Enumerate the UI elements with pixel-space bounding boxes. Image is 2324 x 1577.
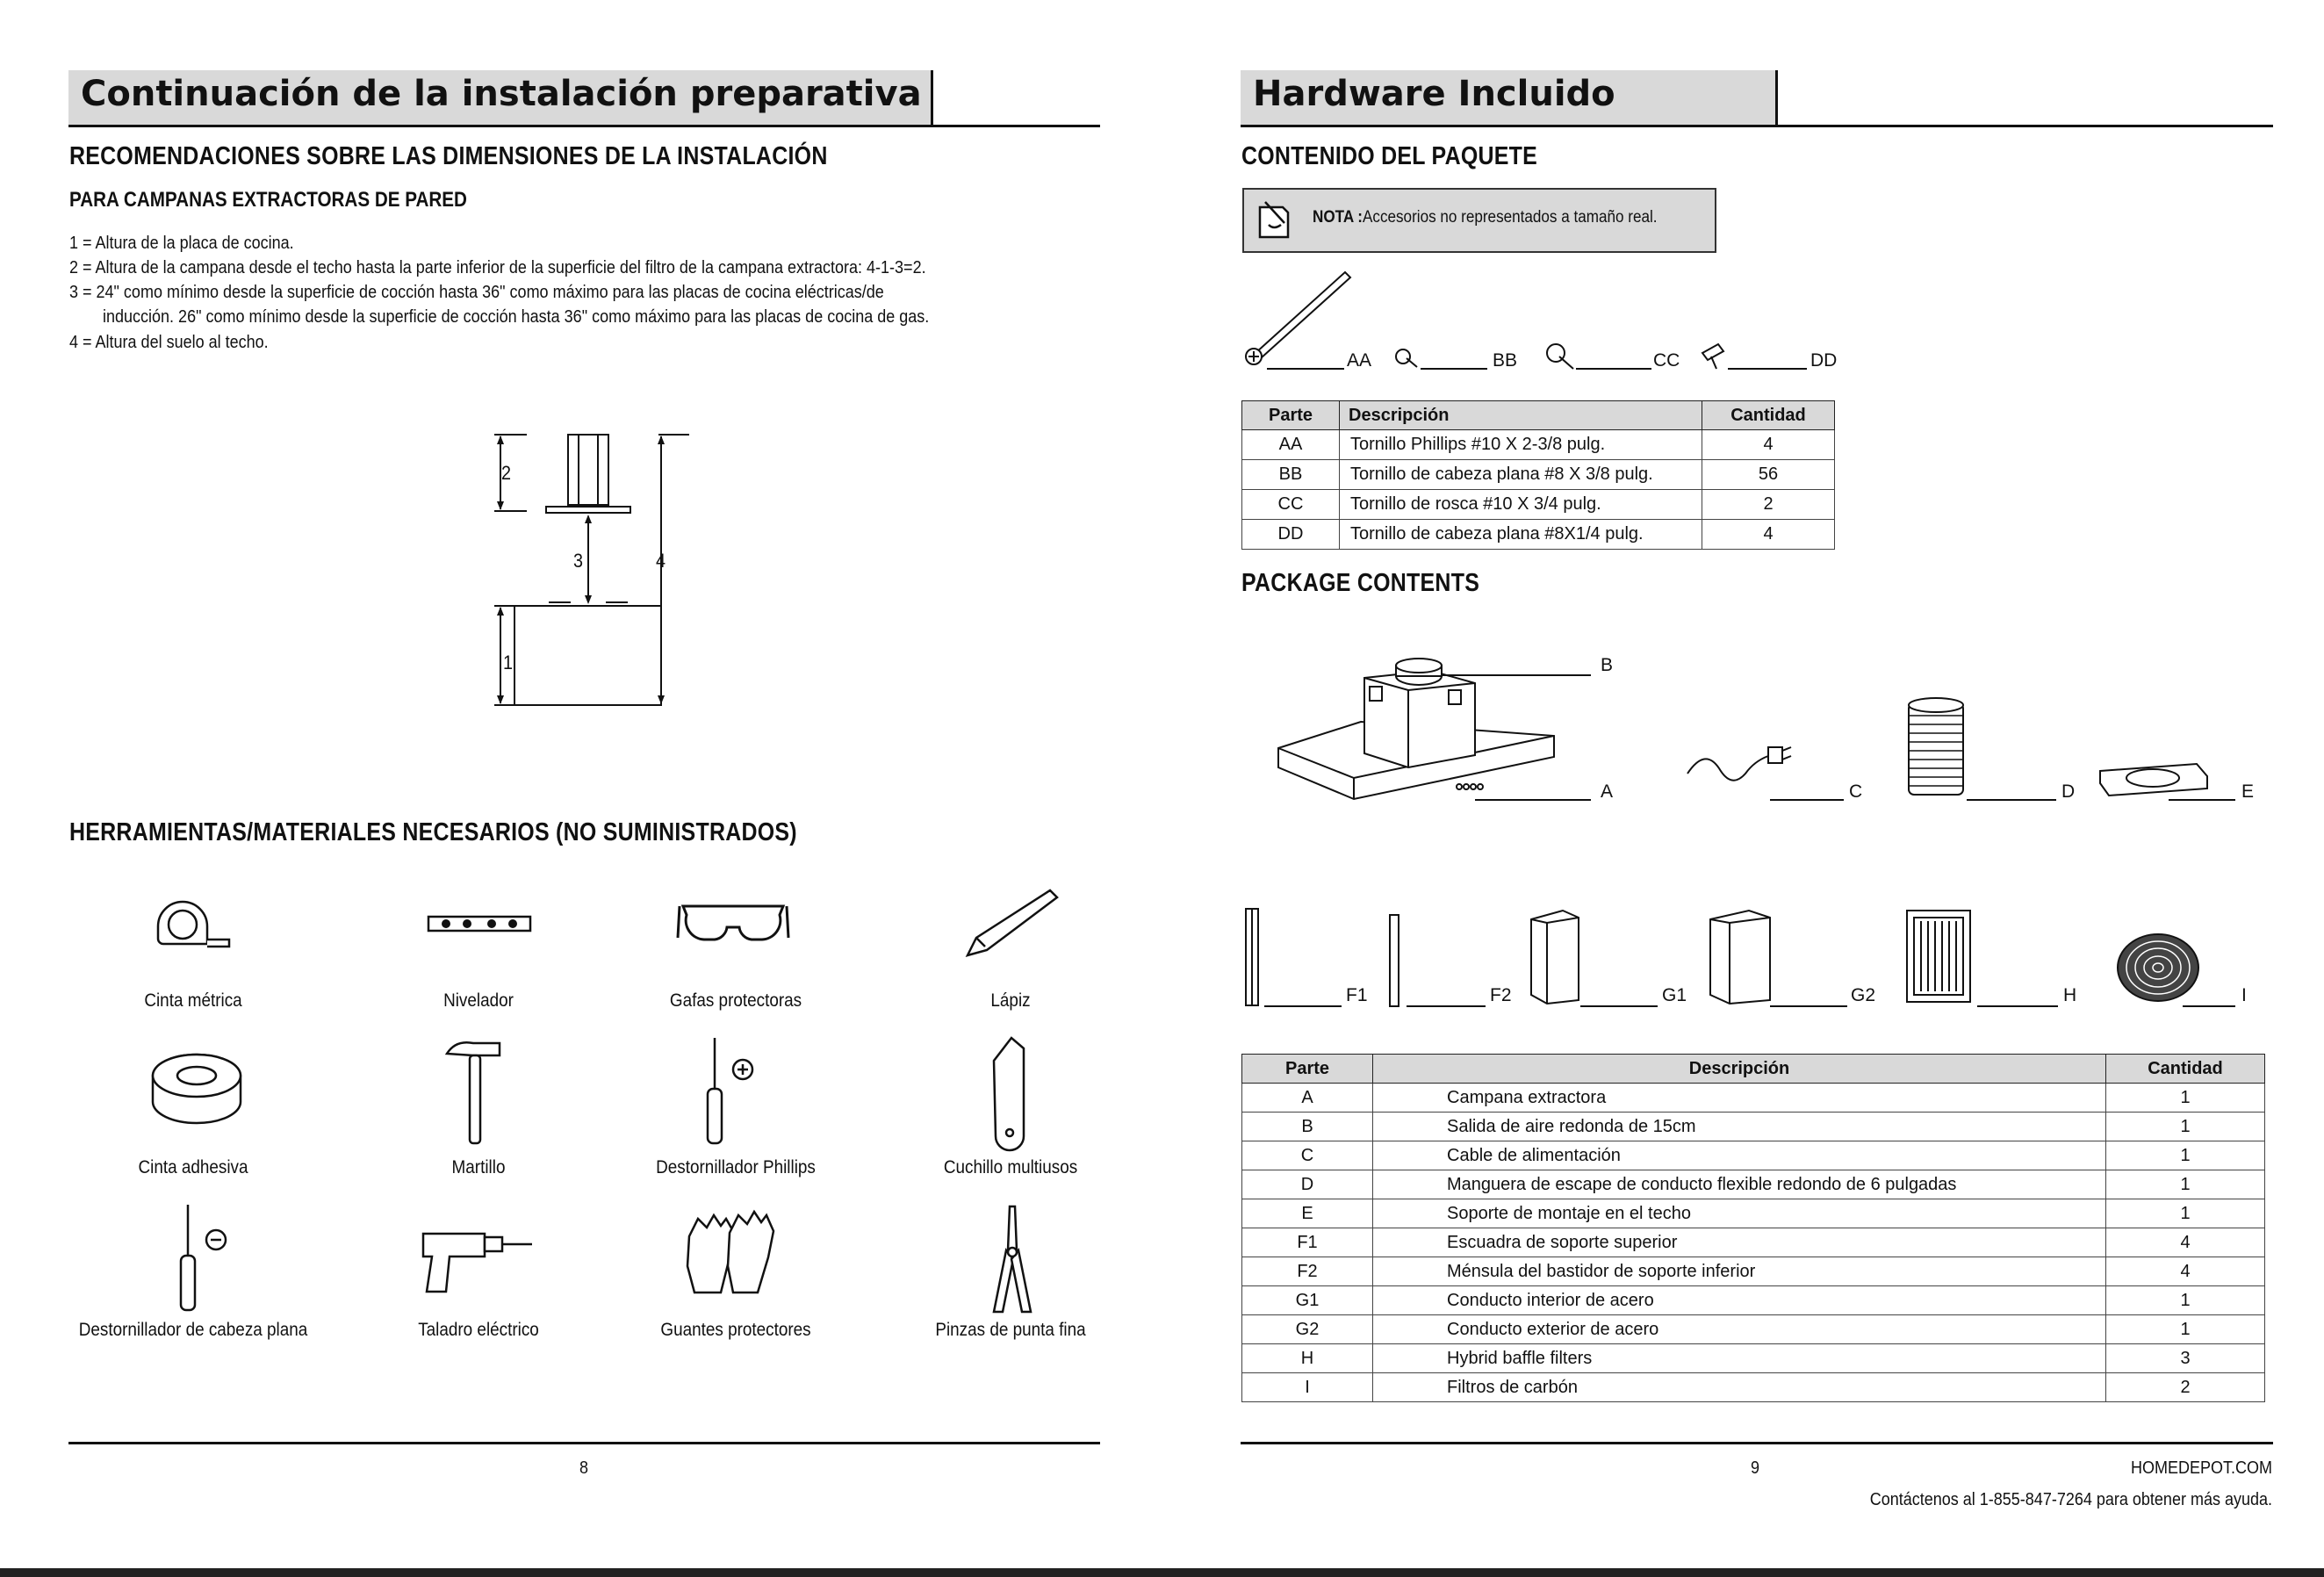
cell-part: AA xyxy=(1242,430,1340,460)
table-row xyxy=(1242,1286,2265,1315)
left-title-bar xyxy=(68,70,931,125)
tape-measure-icon xyxy=(149,891,237,953)
outer-duct-icon xyxy=(1707,907,1774,1005)
upper-bracket-icon xyxy=(1242,907,1263,1007)
screw-bb-icon xyxy=(1394,348,1421,371)
page-title: Continuación de la instalación preparativa xyxy=(81,74,922,114)
power-cord-icon xyxy=(1684,742,1798,803)
cell-part: H xyxy=(1242,1344,1373,1373)
cell-quantity: 1 xyxy=(2106,1199,2265,1228)
diagram-label-3: 3 xyxy=(573,550,584,572)
note-text xyxy=(1313,208,1658,227)
part-label-c: C xyxy=(1849,781,1863,802)
table-row xyxy=(1242,1228,2265,1257)
tool-label-adhesive-tape: Cinta adhesiva xyxy=(138,1157,248,1177)
right-footer-rule xyxy=(1241,1442,2273,1444)
part-leader-e xyxy=(2169,799,2235,801)
cell-quantity: 2 xyxy=(1702,490,1835,520)
page-title-right: Hardware Incluido xyxy=(1253,74,1615,114)
cell-part: CC xyxy=(1242,490,1340,520)
right-title-bar xyxy=(1241,70,1775,125)
hardware-label-bb: BB xyxy=(1493,350,1518,371)
cell-quantity: 1 xyxy=(2106,1141,2265,1170)
tool-label-level: Nivelador xyxy=(443,990,514,1011)
screw-dd-icon xyxy=(1699,341,1730,371)
hardware-leader-aa xyxy=(1267,368,1344,370)
cell-quantity: 2 xyxy=(2106,1373,2265,1402)
cell-description: Tornillo de cabeza plana #8 X 3/8 pulg. xyxy=(1340,460,1702,490)
cell-description: Conducto exterior de acero xyxy=(1373,1315,2106,1344)
cell-part: C xyxy=(1242,1141,1373,1170)
power-drill-icon xyxy=(420,1225,534,1295)
tool-label-safety-glasses: Gafas protectoras xyxy=(669,990,802,1011)
phillips-screwdriver-icon xyxy=(694,1036,764,1150)
cell-part: I xyxy=(1242,1373,1373,1402)
cell-part: B xyxy=(1242,1113,1373,1141)
needle-nose-pliers-icon xyxy=(983,1205,1045,1319)
tool-label-phillips-screwdriver: Destornillador Phillips xyxy=(656,1157,816,1177)
instruction-line-2: 2 = Altura de la campana desde el techo hasta la parte inferior de la superficie del filtro de la campana extractora: 4-1-3=2. xyxy=(69,258,926,277)
column-header-description: Descripción xyxy=(1373,1055,2106,1084)
table-row xyxy=(1242,430,1835,460)
hardware-label-dd: DD xyxy=(1810,350,1838,371)
column-header-part: Parte xyxy=(1242,1055,1373,1084)
part-label-b: B xyxy=(1601,655,1614,675)
cell-part: BB xyxy=(1242,460,1340,490)
cell-quantity: 56 xyxy=(1702,460,1835,490)
instruction-line-4: 4 = Altura del suelo al techo. xyxy=(69,333,269,352)
diagram-label-1: 1 xyxy=(503,652,514,673)
cell-description: Tornillo Phillips #10 X 2-3/8 pulg. xyxy=(1340,430,1702,460)
part-label-a: A xyxy=(1601,781,1614,802)
part-label-i: I xyxy=(2241,985,2247,1005)
part-leader-g1 xyxy=(1580,1005,1658,1007)
part-leader-b xyxy=(1442,674,1591,676)
bottom-edge-bar xyxy=(0,1568,2324,1577)
tool-label-work-gloves: Guantes protectores xyxy=(660,1320,811,1340)
contact-text: Contáctenos al 1-855-847-7264 para obtener más ayuda. xyxy=(1869,1490,2272,1509)
adhesive-tape-icon xyxy=(149,1049,246,1128)
note-body: Accesorios no representados a tamaño real. xyxy=(1362,208,1658,227)
diagram-label-2: 2 xyxy=(501,462,512,484)
tool-label-power-drill: Taladro eléctrico xyxy=(418,1320,539,1340)
section-heading-package: PACKAGE CONTENTS xyxy=(1241,569,1480,597)
cell-quantity: 1 xyxy=(2106,1286,2265,1315)
hardware-leader-dd xyxy=(1728,368,1807,370)
note-pad-icon xyxy=(1256,198,1292,241)
page-number-right: 9 xyxy=(1751,1458,1760,1478)
cell-description: Cable de alimentación xyxy=(1373,1141,2106,1170)
title-underline-right xyxy=(1241,125,2273,127)
note-label: NOTA : xyxy=(1313,208,1363,227)
screw-aa-icon xyxy=(1240,265,1354,371)
hardware-table-header xyxy=(1242,401,1835,430)
table-row xyxy=(1242,1373,2265,1402)
cell-part: F2 xyxy=(1242,1257,1373,1286)
tool-label-utility-knife: Cuchillo multiusos xyxy=(943,1157,1078,1177)
part-leader-f2 xyxy=(1407,1005,1486,1007)
table-row xyxy=(1242,1170,2265,1199)
cell-part: G2 xyxy=(1242,1315,1373,1344)
left-footer-rule xyxy=(68,1442,1100,1444)
part-leader-a xyxy=(1475,799,1591,801)
cell-description: Soporte de montaje en el techo xyxy=(1373,1199,2106,1228)
part-label-f2: F2 xyxy=(1490,985,1512,1005)
title-divider xyxy=(931,70,933,126)
cell-part: E xyxy=(1242,1199,1373,1228)
cell-part: D xyxy=(1242,1170,1373,1199)
cell-description: Filtros de carbón xyxy=(1373,1373,2106,1402)
table-row xyxy=(1242,1344,2265,1373)
table-row xyxy=(1242,1113,2265,1141)
table-row xyxy=(1242,1257,2265,1286)
cell-part: DD xyxy=(1242,520,1340,550)
cell-description: Tornillo de rosca #10 X 3/4 pulg. xyxy=(1340,490,1702,520)
tool-label-flathead-screwdriver: Destornillador de cabeza plana xyxy=(78,1320,308,1340)
lower-bracket-icon xyxy=(1387,913,1403,1008)
inner-duct-icon xyxy=(1528,907,1582,1005)
table-row xyxy=(1242,520,1835,550)
table-row xyxy=(1242,460,1835,490)
column-header-quantity: Cantidad xyxy=(2106,1055,2265,1084)
cell-description: Salida de aire redonda de 15cm xyxy=(1373,1113,2106,1141)
cell-quantity: 4 xyxy=(1702,430,1835,460)
cell-part: G1 xyxy=(1242,1286,1373,1315)
instruction-line-1: 1 = Altura de la placa de cocina. xyxy=(69,234,294,253)
cell-description: Hybrid baffle filters xyxy=(1373,1344,2106,1373)
cell-part: F1 xyxy=(1242,1228,1373,1257)
safety-glasses-icon xyxy=(676,896,790,948)
part-label-d: D xyxy=(2061,781,2076,802)
title-underline xyxy=(68,125,1100,127)
ceiling-bracket-icon xyxy=(2097,759,2211,799)
table-row xyxy=(1242,1141,2265,1170)
part-leader-c xyxy=(1770,799,1844,801)
part-label-g2: G2 xyxy=(1851,985,1876,1005)
part-leader-h xyxy=(1977,1005,2058,1007)
section-heading-tools: HERRAMIENTAS/MATERIALES NECESARIOS (NO SUMINISTRADOS) xyxy=(69,818,797,846)
part-leader-i xyxy=(2183,1005,2235,1007)
hardware-leader-cc xyxy=(1576,368,1651,370)
cell-description: Ménsula del bastidor de soporte inferior xyxy=(1373,1257,2106,1286)
section-heading-contents: CONTENIDO DEL PAQUETE xyxy=(1241,142,1538,170)
cell-description: Campana extractora xyxy=(1373,1084,2106,1113)
carbon-filter-icon xyxy=(2114,931,2211,1006)
instruction-line-3: 3 = 24" como mínimo desde la superficie de cocción hasta 36" como máximo para las placas de cocina eléctricas/de xyxy=(69,283,884,302)
cell-description: Manguera de escape de conducto flexible redondo de 6 pulgadas xyxy=(1373,1170,2106,1199)
hardware-table xyxy=(1241,400,1835,550)
page-number-left: 8 xyxy=(579,1458,589,1478)
section-subheading: PARA CAMPANAS EXTRACTORAS DE PARED xyxy=(69,188,467,212)
cell-quantity: 4 xyxy=(2106,1257,2265,1286)
table-row xyxy=(1242,1315,2265,1344)
hardware-leader-bb xyxy=(1421,368,1487,370)
part-label-e: E xyxy=(2241,781,2255,802)
table-row xyxy=(1242,490,1835,520)
screw-cc-icon xyxy=(1545,342,1577,371)
website-link[interactable]: HOMEDEPOT.COM xyxy=(2130,1458,2272,1478)
part-label-g1: G1 xyxy=(1662,985,1687,1005)
work-gloves-icon xyxy=(680,1210,786,1307)
pencil-icon xyxy=(962,887,1059,957)
tool-label-pencil: Lápiz xyxy=(990,990,1031,1011)
instruction-line-3b: inducción. 26" como mínimo desde la superficie de cocción hasta 36" como máximo para las placas de cocina de gas. xyxy=(103,307,930,327)
table-row xyxy=(1242,1084,2265,1113)
cell-description: Escuadra de soporte superior xyxy=(1373,1228,2106,1257)
column-header-quantity: Cantidad xyxy=(1702,401,1835,430)
cell-quantity: 1 xyxy=(2106,1113,2265,1141)
column-header-part: Parte xyxy=(1242,401,1340,430)
cell-quantity: 1 xyxy=(2106,1315,2265,1344)
utility-knife-icon xyxy=(982,1034,1034,1149)
cell-description: Conducto interior de acero xyxy=(1373,1286,2106,1315)
hammer-icon xyxy=(443,1036,514,1150)
part-leader-f1 xyxy=(1264,1005,1342,1007)
part-label-f1: F1 xyxy=(1346,985,1368,1005)
part-label-h: H xyxy=(2063,985,2077,1005)
range-hood-icon xyxy=(1273,659,1572,817)
section-heading-dimensions: RECOMENDACIONES SOBRE LAS DIMENSIONES DE LA INSTALACIÓN xyxy=(69,142,828,170)
cell-quantity: 3 xyxy=(2106,1344,2265,1373)
flexible-duct-icon xyxy=(1905,696,1968,803)
hardware-label-aa: AA xyxy=(1347,350,1372,371)
tool-label-tape-measure: Cinta métrica xyxy=(144,990,242,1011)
level-icon xyxy=(427,913,532,934)
baffle-filter-icon xyxy=(1903,907,1975,1005)
parts-table-header xyxy=(1242,1055,2265,1084)
cell-part: A xyxy=(1242,1084,1373,1113)
flathead-screwdriver-icon xyxy=(167,1203,237,1317)
cell-quantity: 4 xyxy=(2106,1228,2265,1257)
part-leader-d xyxy=(1967,799,2056,801)
hardware-label-cc: CC xyxy=(1653,350,1680,371)
cell-quantity: 4 xyxy=(1702,520,1835,550)
table-row xyxy=(1242,1199,2265,1228)
cell-quantity: 1 xyxy=(2106,1084,2265,1113)
note-box xyxy=(1242,188,1716,253)
cell-quantity: 1 xyxy=(2106,1170,2265,1199)
part-leader-g2 xyxy=(1770,1005,1847,1007)
tool-label-hammer: Martillo xyxy=(451,1157,506,1177)
cell-description: Tornillo de cabeza plana #8X1/4 pulg. xyxy=(1340,520,1702,550)
tool-label-pliers: Pinzas de punta fina xyxy=(935,1320,1086,1340)
column-header-description: Descripción xyxy=(1340,401,1702,430)
title-divider-right xyxy=(1775,70,1778,126)
parts-table xyxy=(1241,1054,2265,1402)
diagram-label-4: 4 xyxy=(656,550,666,572)
